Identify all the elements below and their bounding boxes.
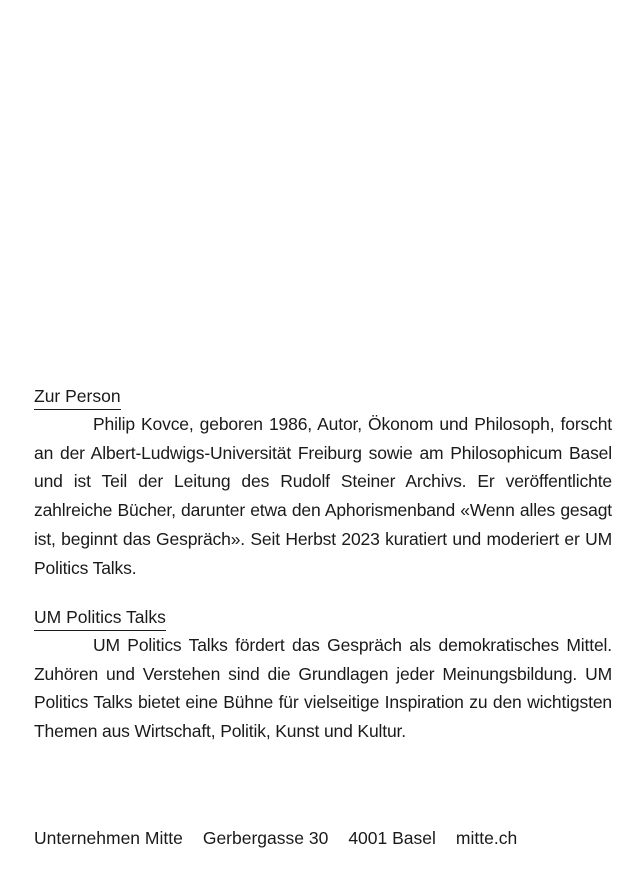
footer-city: 4001 Basel	[348, 828, 436, 848]
footer-address	[34, 826, 517, 850]
footer-street: Gerbergasse 30	[202, 828, 329, 848]
section-heading-person: Zur Person	[34, 384, 121, 410]
section-heading-talks: UM Politics Talks	[34, 605, 166, 631]
section-body-talks: UM Politics Talks fördert das Gespräch als demokratisches Mittel. Zuhören und Verstehen sind die Grundlagen jeder Meinungsbildung. UM Politics Talks bietet eine Bühne für vielseitige Inspiration zu den wichtigsten Themen aus Wirtschaft, Politik, Kunst und Kultur.	[34, 635, 612, 742]
section-about-person	[34, 384, 612, 582]
footer-organization: Unternehmen Mitte	[34, 828, 183, 848]
section-body-person: Philip Kovce, geboren 1986, Autor, Ökonom und Philosoph, forscht an der Albert-Ludwigs-Universität Freiburg sowie am Philosophicum Basel und ist Teil der Leitung des Rudolf Steiner Archivs. Er veröffentlichte zahlreiche Bücher, darunter etwa den Aphorismenband «Wenn alles gesagt ist, beginnt das Gespräch». Seit Herbst 2023 kuratiert und moderiert er UM Politics Talks.	[34, 414, 612, 578]
footer-website[interactable]: mitte.ch	[455, 828, 518, 848]
section-politics-talks	[34, 605, 612, 746]
